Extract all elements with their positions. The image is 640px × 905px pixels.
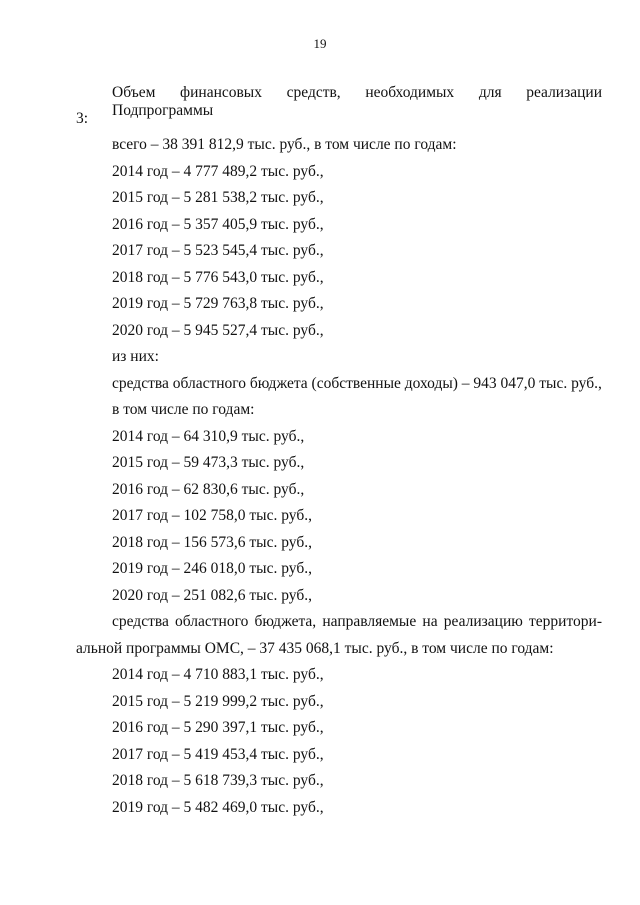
regional-own-year-2014: 2014 год – 64 310,9 тыс. руб., — [112, 428, 305, 445]
regional-oms-year-2014: 2014 год – 4 710 883,1 тыс. руб., — [112, 666, 324, 683]
intro-line-2: 3: — [76, 110, 89, 127]
regional-oms-line-2: альной программы ОМС, – 37 435 068,1 тыс. руб., в том числе по годам: — [76, 640, 554, 657]
regional-oms-year-2016: 2016 год – 5 290 397,1 тыс. руб., — [112, 719, 324, 736]
total-year-2020: 2020 год – 5 945 527,4 тыс. руб., — [112, 322, 324, 339]
regional-oms-year-2018: 2018 год – 5 618 739,3 тыс. руб., — [112, 772, 324, 789]
regional-own-year-2015: 2015 год – 59 473,3 тыс. руб., — [112, 454, 305, 471]
total-year-2017: 2017 год – 5 523 545,4 тыс. руб., — [112, 242, 324, 259]
total-year-2019: 2019 год – 5 729 763,8 тыс. руб., — [112, 295, 324, 312]
regional-own-year-2019: 2019 год – 246 018,0 тыс. руб., — [112, 560, 312, 577]
regional-own-line-1: средства областного бюджета (собственные доходы) – 943 047,0 тыс. руб., — [112, 375, 602, 392]
total-year-2016: 2016 год – 5 357 405,9 тыс. руб., — [112, 216, 324, 233]
regional-own-year-2018: 2018 год – 156 573,6 тыс. руб., — [112, 534, 312, 551]
intro-line-1: Объем финансовых средств, необходимых для реализации Подпрограммы — [112, 84, 602, 119]
total-year-2015: 2015 год – 5 281 538,2 тыс. руб., — [112, 189, 324, 206]
total-year-2014: 2014 год – 4 777 489,2 тыс. руб., — [112, 163, 324, 180]
regional-oms-line-1: средства областного бюджета, направляемые на реализацию территори- — [112, 613, 602, 630]
regional-own-year-2020: 2020 год – 251 082,6 тыс. руб., — [112, 587, 312, 604]
page-number: 19 — [313, 36, 327, 51]
regional-own-year-2017: 2017 год – 102 758,0 тыс. руб., — [112, 507, 312, 524]
total-year-2018: 2018 год – 5 776 543,0 тыс. руб., — [112, 269, 324, 286]
regional-own-line-2: в том числе по годам: — [112, 401, 255, 418]
regional-oms-year-2019: 2019 год – 5 482 469,0 тыс. руб., — [112, 799, 324, 816]
regional-oms-year-2017: 2017 год – 5 419 453,4 тыс. руб., — [112, 746, 324, 763]
regional-oms-year-2015: 2015 год – 5 219 999,2 тыс. руб., — [112, 693, 324, 710]
of-them-line: из них: — [112, 348, 159, 365]
total-line: всего – 38 391 812,9 тыс. руб., в том числе по годам: — [112, 136, 457, 153]
regional-own-year-2016: 2016 год – 62 830,6 тыс. руб., — [112, 481, 305, 498]
